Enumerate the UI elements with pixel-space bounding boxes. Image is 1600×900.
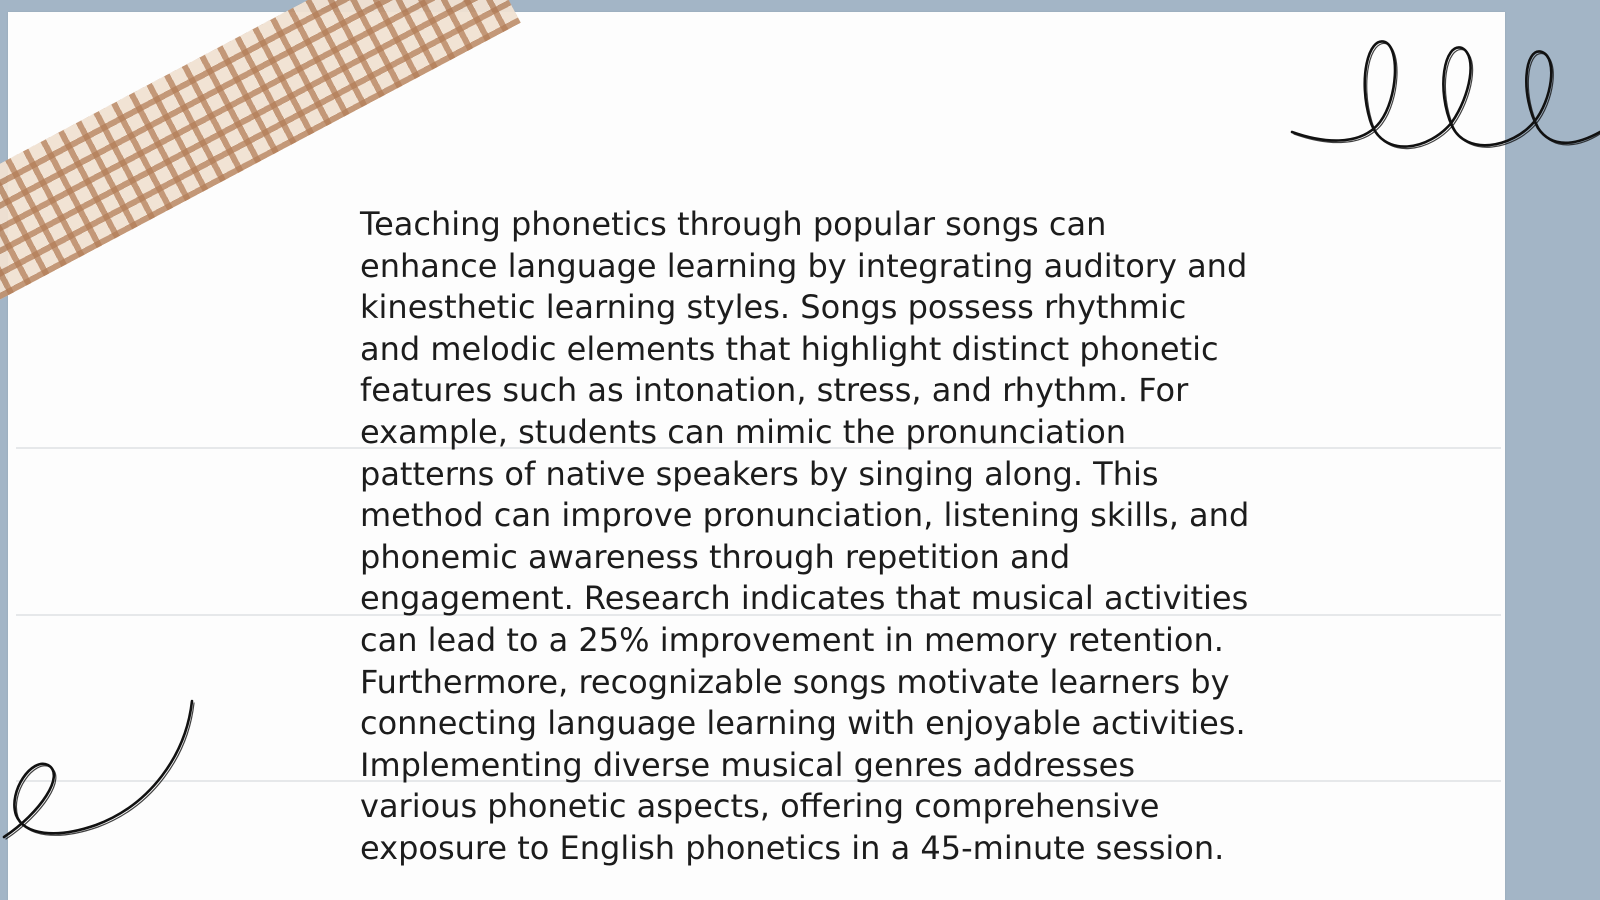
loop-squiggle-icon	[1290, 30, 1600, 160]
body-paragraph: Teaching phonetics through popular songs can enhance language learning by integrating auditory and kinesthetic learning styles. Songs possess rhythmic and melodic elements that highlight distinct phonetic features such as intonation, stress, and rhythm. For example, students can mimic the pronunciation patterns of native speakers by singing along. This method can improve pronunciation, listening skills, and phonemic awareness through repetition and engagement. Research indicates that musical activities can lead to a 25% improvement in memory retention. Furthermore, recognizable songs motivate learners by connecting language learning with enjoyable activities. Implementing diverse musical genres addresses various phonetic aspects, offering comprehensive exposure to English phonetics in a 45-minute session.	[360, 205, 1250, 867]
swirl-squiggle-icon	[0, 695, 200, 855]
